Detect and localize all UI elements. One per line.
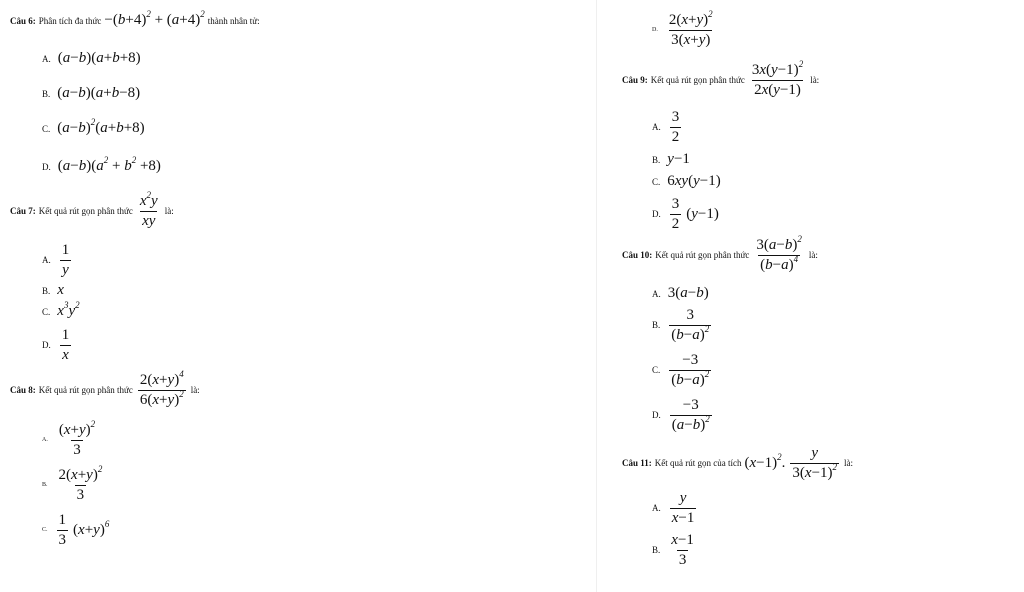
option-c[interactable]: C. 6xy(y−1) xyxy=(652,173,721,189)
question-label: Câu 9: xyxy=(622,75,648,85)
math-fraction: $\frac{3x(y-1)^2}{2x(y-1)}$ xyxy=(751,59,804,98)
math-expression: $-(b+4)^2 + (a+4)^2$ xyxy=(104,9,205,28)
option-c[interactable]: C. $\frac{1}{3}$ $(x+y)^6$ xyxy=(42,512,110,548)
question-tail: là: xyxy=(844,458,854,468)
option-d[interactable]: D. $\frac{-3}{(a-b)^2}$ xyxy=(652,397,710,433)
question-9 xyxy=(622,59,820,98)
option-d[interactable]: D. $\frac{1}{x}$ xyxy=(42,327,70,363)
option-b[interactable]: B. x xyxy=(42,282,64,298)
question-8 xyxy=(10,369,200,408)
option-a[interactable]: A. (a−b)(a+b+8) xyxy=(42,50,141,66)
option-a[interactable]: A. $\frac{3}{2}$ xyxy=(652,109,680,145)
question-7 xyxy=(10,190,174,229)
question-label: Câu 10: xyxy=(622,250,653,260)
math-fraction: $\frac{y}{3(x-1)^2}$ xyxy=(792,445,838,481)
question-text: Kết quả rút gọn phân thức xyxy=(38,206,133,216)
option-c[interactable]: C. $(a-b)^2(a+b+8)$ xyxy=(42,117,145,136)
question-6 xyxy=(10,9,260,29)
option-c[interactable]: C. $\frac{-3}{(b-a)^2}$ xyxy=(652,352,710,388)
question-tail: là: xyxy=(810,75,820,85)
option-b[interactable]: B. y−1 xyxy=(652,151,690,167)
question-text: Kết quả rút gọn của tích xyxy=(654,458,742,468)
math-fraction: $\frac{2(x+y)^4}{6(x+y)^2}$ xyxy=(139,369,184,408)
option-b[interactable]: B. $\frac{2(x+y)^2}{3}$ xyxy=(42,464,103,503)
math-expression: $(x-1)^2$. xyxy=(744,451,786,471)
option-a[interactable]: A. $\frac{1}{y}$ xyxy=(42,242,70,278)
question-tail: là: xyxy=(190,385,200,395)
option-c[interactable]: C. $x^3y^2$ xyxy=(42,300,80,319)
question-label: Câu 8: xyxy=(10,385,36,395)
option-a[interactable]: A. 3(a−b) xyxy=(652,285,709,301)
option-b[interactable]: B. $\frac{x-1}{3}$ xyxy=(652,532,694,568)
math-fraction: $\frac{x^2y}{xy}$ xyxy=(139,190,158,229)
question-11 xyxy=(622,445,853,481)
question-label: Câu 6: xyxy=(10,15,36,26)
column-divider xyxy=(596,0,597,592)
option-b[interactable]: B. (a−b)(a+b−8) xyxy=(42,85,141,101)
question-text: Kết quả rút gọn phân thức xyxy=(650,75,745,85)
question-label: Câu 11: xyxy=(622,458,652,468)
option-d[interactable]: D. $\frac{3}{2}$ (y−1) xyxy=(652,196,719,232)
math-fraction: $\frac{3(a-b)^2}{(b-a)^4}$ xyxy=(756,234,802,273)
question-text: Kết quả rút gọn phân thức xyxy=(38,385,133,395)
option-d[interactable]: D. $(a-b)(a^2 + b^2 +8)$ xyxy=(42,155,161,174)
question-text: Kết quả rút gọn phân thức xyxy=(655,250,750,260)
question-text: Phân tích đa thức xyxy=(38,15,102,26)
option-d[interactable]: D. $\frac{2(x+y)^2}{3(x+y)}$ xyxy=(652,9,713,48)
question-10 xyxy=(622,234,818,273)
option-a[interactable]: A. $\frac{(x+y)^2}{3}$ xyxy=(42,419,96,458)
option-b[interactable]: B. $\frac{3}{(b-a)^2}$ xyxy=(652,307,710,343)
question-label: Câu 7: xyxy=(10,206,36,216)
question-tail: thành nhân tử: xyxy=(207,15,260,26)
option-a[interactable]: A. $\frac{y}{x-1}$ xyxy=(652,490,695,526)
question-tail: là: xyxy=(808,250,818,260)
question-tail: là: xyxy=(164,206,174,216)
